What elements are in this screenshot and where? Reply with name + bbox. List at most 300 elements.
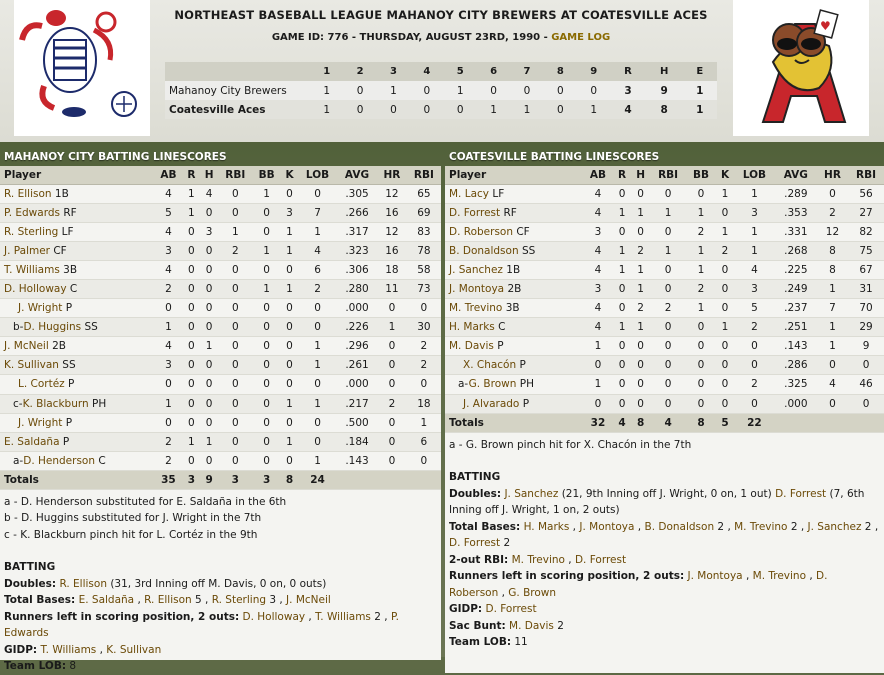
stat-cell: 3 [281,203,298,222]
player-position: P [62,435,70,448]
stat-cell: 0 [716,203,734,222]
stat-cell: 16 [377,203,407,222]
totals-cell: 24 [298,470,337,489]
linescore-cell: 1 [490,103,497,116]
batting-stat-label: GIDP: [449,603,483,616]
table-row [0,203,441,222]
stat-cell: 1 [716,318,734,337]
linescore-cell: 3 [624,84,632,97]
table-row [0,451,441,470]
stat-cell: 0 [583,394,613,413]
player-position: SS [521,244,536,257]
stat-cell: 4 [817,375,848,394]
away-col-header: H [200,166,218,184]
stat-cell: 0 [613,299,631,318]
stat-cell: 2 [686,222,716,241]
stat-cell: 1 [631,279,650,298]
batting-stat-text: , [498,586,509,599]
player-link[interactable]: T. Williams [4,263,60,276]
player-link[interactable]: M. Trevino [752,570,807,583]
totals-cell: 5 [716,413,734,432]
stat-cell: 18 [407,394,441,413]
stat-cell: 0 [407,299,441,318]
stat-cell: 1 [183,184,200,203]
stat-cell: 2 [377,394,407,413]
stat-cell: 0 [200,260,218,279]
player-link[interactable]: J. Sanchez [504,487,559,500]
stat-cell: 1 [252,184,281,203]
brewers-logo[interactable] [14,0,150,136]
substitution-note: a - G. Brown pinch hit for X. Chacón in the 7th [449,438,692,451]
batting-stat-text: , [564,553,575,566]
table-row [445,203,884,222]
player-link[interactable]: R. Ellison [4,187,52,200]
batting-stat-text: (7, 6th Inning off J. Wright, 1 on, 2 outs) [449,487,865,517]
player-position: RF [503,206,517,219]
batting-stat-text: 2 [500,537,511,550]
player-link[interactable]: G. Brown [508,586,557,599]
player-link[interactable]: J. Palmer [4,244,50,257]
stat-cell: 0 [377,375,407,394]
batting-stat-label: Sac Bunt: [449,619,506,632]
player-link[interactable]: B. Donaldson [644,520,715,533]
away-col-header: AVG [337,166,377,184]
linescore-team-name: Coatesville Aces [169,103,266,116]
stat-cell: .226 [337,318,377,337]
table-row [445,318,884,337]
game-subtitle [165,32,717,43]
linescore-cell: 1 [456,84,464,97]
linescore-cell: 8 [660,103,668,116]
stat-cell: 0 [252,413,281,432]
linescore-col-header: 2 [356,66,364,77]
batting-stat-text: , [569,520,580,533]
home-player-cell [445,241,583,260]
player-link[interactable]: X. Chacón [463,359,517,372]
player-link[interactable]: D. Forrest [449,206,501,219]
stat-cell: 12 [817,222,848,241]
player-position: P [497,340,504,353]
stat-cell: 0 [613,394,631,413]
stat-cell: 1 [252,241,281,260]
stat-cell: 0 [817,184,848,203]
player-link[interactable]: D. Huggins [23,321,82,334]
player-link[interactable]: H. Marks [523,520,570,533]
away-batting-table [0,166,441,490]
player-position: RF [63,206,77,219]
aces-logo[interactable] [733,0,869,136]
home-col-header: K [716,166,734,184]
totals-cell [377,470,407,489]
stat-cell: 46 [848,375,884,394]
player-link[interactable]: J. Alvarado [463,397,520,410]
batting-stat-text: 3 , [266,594,287,607]
stat-cell: 5 [734,299,775,318]
linescore-table [165,62,717,119]
stat-cell: 0 [734,356,775,375]
stat-cell: 0 [583,356,613,375]
player-link[interactable]: M. Trevino [511,553,565,566]
away-player-cell [0,375,154,394]
home-player-cell [445,318,583,337]
stat-cell: 0 [650,337,686,356]
stat-cell: 2 [734,375,775,394]
player-link[interactable]: R. Ellison [59,577,107,590]
batting-stat-line [4,576,437,593]
player-link[interactable]: M. Lacy [449,187,490,200]
stat-cell: 3 [200,222,218,241]
home-player-cell [445,375,583,394]
stat-cell: 6 [298,260,337,279]
player-link[interactable]: T. Williams [40,643,97,656]
stat-cell: .353 [775,203,817,222]
totals-cell: 3 [183,470,200,489]
stat-cell: 1 [734,222,775,241]
player-link[interactable]: P. Edwards [4,206,60,219]
player-link[interactable]: R. Ellison [144,594,192,607]
player-link[interactable]: D. Henderson [23,454,95,467]
stat-cell: 1 [613,260,631,279]
stat-cell: .000 [775,394,817,413]
table-row [0,299,441,318]
stat-cell: 1 [377,318,407,337]
stat-cell: 0 [281,299,298,318]
table-row [445,260,884,279]
stat-cell: 29 [848,318,884,337]
player-link[interactable]: M. Davis [509,619,554,632]
player-link[interactable]: J. Montoya [579,520,635,533]
stat-cell: 30 [407,318,441,337]
stat-cell: 0 [252,432,281,451]
home-col-header: HR [817,166,848,184]
stat-cell: 0 [407,375,441,394]
away-player-cell [0,279,154,298]
batting-stat-label: Team LOB: [4,660,67,673]
player-link[interactable]: K. Sullivan [106,643,162,656]
player-link[interactable]: D. Roberson [449,570,828,599]
linescore-cell: 1 [323,103,331,116]
away-player-cell [0,241,154,260]
totals-cell: 8 [281,470,298,489]
batting-stat-line [449,552,880,569]
stat-cell: 1 [686,203,716,222]
substitution-note: c - K. Blackburn pinch hit for L. Cortéz in the 9th [4,528,258,541]
stat-cell: 2 [650,299,686,318]
table-row [445,394,884,413]
stat-cell: 0 [613,222,631,241]
aces-logo-icon [733,0,869,136]
stat-cell: 0 [218,432,252,451]
batting-stat-line [449,486,880,519]
table-row [0,413,441,432]
stat-cell: 0 [200,241,218,260]
stat-cell: 0 [200,299,218,318]
stat-cell: 8 [817,241,848,260]
player-link[interactable]: J. Sanchez [807,520,862,533]
stat-cell: 0 [218,279,252,298]
stat-cell: 0 [817,356,848,375]
home-batting-table [445,166,884,433]
stat-cell: 1 [613,318,631,337]
stat-cell: 2 [631,241,650,260]
player-link[interactable]: J. Wright [18,416,63,429]
table-row [0,318,441,337]
player-link[interactable]: E. Saldaña [78,594,135,607]
player-link[interactable]: K. Sullivan [4,359,59,372]
stat-cell: 4 [154,222,183,241]
linescore-col-header: 1 [323,66,331,77]
stat-cell: 0 [686,356,716,375]
player-position: C [98,454,106,467]
away-col-header: RBI [218,166,252,184]
totals-label: Totals [445,413,583,432]
stat-cell: 0 [650,222,686,241]
substitution-note: a - D. Henderson substituted for E. Saldaña in the 6th [4,495,287,508]
stat-cell: 0 [848,394,884,413]
stat-cell: 0 [613,356,631,375]
stat-cell: .217 [337,394,377,413]
stat-cell: 1 [298,222,337,241]
player-link[interactable]: J. Montoya [449,283,505,296]
stat-cell: 0 [252,260,281,279]
stat-cell: 1 [613,241,631,260]
player-link[interactable]: B. Donaldson [449,244,519,257]
stat-cell: 3 [583,222,613,241]
stat-cell: 0 [716,299,734,318]
player-position: P [519,359,526,372]
stat-cell: .286 [775,356,817,375]
table-row [445,337,884,356]
stat-cell: 0 [218,451,252,470]
stat-cell: 0 [716,337,734,356]
batting-stat-text: 2 , [861,520,879,533]
batting-stat-line [449,519,880,552]
player-link[interactable]: R. Sterling [4,225,59,238]
player-link[interactable]: R. Sterling [211,594,267,607]
batting-stat-text: 8 [69,660,77,673]
linescore-cell: 0 [423,103,431,116]
player-link[interactable]: J. McNeil [4,340,49,353]
player-position: P [68,378,75,391]
player-link[interactable]: K. Blackburn [22,397,89,410]
player-position: 3B [505,302,520,315]
linescore-col-header: 9 [590,66,598,77]
stat-cell: 0 [613,375,631,394]
home-col-header: R [613,166,631,184]
stat-cell: .296 [337,337,377,356]
stat-cell: 0 [218,318,252,337]
stat-cell: .251 [775,318,817,337]
batting-stat-label: 2-out RBI: [449,553,509,566]
player-link[interactable]: P. Edwards [4,610,399,640]
player-position: 1B [54,187,69,200]
stat-cell: 1 [154,394,183,413]
totals-cell [817,413,848,432]
stat-cell: 4 [154,260,183,279]
stat-cell: 1 [631,203,650,222]
player-link[interactable]: D. Forrest [574,553,627,566]
stat-cell: 0 [154,413,183,432]
batting-stat-label: Total Bases: [4,594,76,607]
stat-cell: 0 [183,222,200,241]
stat-cell: 2 [631,299,650,318]
stat-cell: 0 [183,375,200,394]
player-position: 2B [52,340,66,353]
table-row [0,337,441,356]
stat-cell: 5 [154,203,183,222]
linescore-col-header: 5 [456,66,464,77]
stat-cell: 0 [183,260,200,279]
stat-cell: 0 [716,394,734,413]
stat-cell: 82 [848,222,884,241]
player-position: C [69,283,78,296]
player-link[interactable]: M. Davis [449,340,494,353]
stat-cell: 0 [650,394,686,413]
game-header [0,0,884,142]
table-row [445,222,884,241]
player-prefix: a- [458,378,469,391]
stat-cell: 2 [154,451,183,470]
away-notes [0,490,441,673]
totals-cell: 32 [583,413,613,432]
stat-cell: 1 [281,394,298,413]
batting-stat-text: 5 , [191,594,212,607]
player-link[interactable]: G. Brown [468,378,517,391]
player-link[interactable]: D. Holloway [4,283,67,296]
stat-cell: .000 [337,299,377,318]
stat-cell: .289 [775,184,817,203]
stat-cell: 4 [583,241,613,260]
away-player-cell [0,432,154,451]
stat-cell: 0 [734,394,775,413]
batting-stat-line [449,601,880,618]
home-player-cell [445,356,583,375]
player-link[interactable]: M. Trevino [449,302,503,315]
batting-stat-line [4,592,437,609]
away-player-cell [0,413,154,432]
stat-cell: 0 [734,337,775,356]
away-batting-section-title: BATTING [4,561,56,574]
stat-cell: 1 [298,356,337,375]
stat-cell: 1 [686,241,716,260]
home-col-header: LOB [734,166,775,184]
stat-cell: 12 [377,222,407,241]
batting-stat-text: 2 , [714,520,735,533]
stat-cell: 16 [377,241,407,260]
stat-cell: .500 [337,413,377,432]
home-col-header: AVG [775,166,817,184]
stat-cell: 58 [407,260,441,279]
away-batting-title: MAHANOY CITY BATTING LINESCORES [4,151,227,163]
player-link[interactable]: D. Forrest [775,487,827,500]
player-link[interactable]: J. Wright [18,302,63,315]
stat-cell: 0 [298,375,337,394]
player-link[interactable]: J. Sanchez [449,263,503,276]
stat-cell: 0 [377,299,407,318]
player-link[interactable]: D. Roberson [449,225,513,238]
stat-cell: 4 [154,337,183,356]
stat-cell: 1 [583,375,613,394]
home-notes [445,433,884,673]
stat-cell: 18 [377,260,407,279]
stat-cell: 0 [650,356,686,375]
player-link[interactable]: L. Cortéz [18,378,65,391]
linescore-team-name: Mahanoy City Brewers [169,84,287,97]
player-link[interactable]: T. Williams [315,610,371,623]
table-row [445,184,884,203]
away-player-cell [0,203,154,222]
stat-cell: 0 [613,279,631,298]
player-link[interactable]: M. Trevino [734,520,788,533]
stat-cell: 4 [583,260,613,279]
stat-cell: 0 [686,337,716,356]
away-col-header: BB [252,166,281,184]
table-row [0,375,441,394]
stat-cell: 0 [281,184,298,203]
stat-cell: 56 [848,184,884,203]
player-link[interactable]: J. Montoya [687,570,743,583]
away-col-header: Player [0,166,154,184]
stat-cell: 0 [183,299,200,318]
totals-cell: 22 [734,413,775,432]
stat-cell: .225 [775,260,817,279]
stat-cell: 4 [734,260,775,279]
player-link[interactable]: J. McNeil [286,594,331,607]
player-position: LF [61,225,74,238]
stat-cell: .306 [337,260,377,279]
player-position: C [498,321,506,334]
batting-stat-text: , [134,594,145,607]
stat-cell: .249 [775,279,817,298]
linescore-col-header: 7 [523,66,531,77]
player-link[interactable]: D. Holloway [242,610,306,623]
player-position: P [65,416,73,429]
linescore-cell: 1 [590,103,598,116]
stat-cell: 0 [183,337,200,356]
home-batting-title: COATESVILLE BATTING LINESCORES [449,151,660,163]
stat-cell: 7 [298,203,337,222]
stat-cell: .317 [337,222,377,241]
stat-cell: 1 [298,394,337,413]
batting-stat-label: Runners left in scoring position, 2 outs: [4,610,240,623]
substitution-note: b - D. Huggins substituted for J. Wright in the 7th [4,512,262,525]
home-col-header: RBI [848,166,884,184]
stat-cell: 4 [583,184,613,203]
player-link[interactable]: H. Marks [449,321,495,334]
stat-cell: 4 [583,203,613,222]
stat-cell: 1 [281,432,298,451]
stat-cell: 2 [218,241,252,260]
totals-cell: 4 [650,413,686,432]
player-link[interactable]: E. Saldaña [4,435,60,448]
stat-cell: 2 [686,279,716,298]
home-player-cell [445,299,583,318]
stat-cell: 0 [686,184,716,203]
batting-stat-line [449,568,880,601]
stat-cell: 0 [281,260,298,279]
player-link[interactable]: D. Forrest [485,603,537,616]
home-batting-panel [445,148,884,673]
stat-cell: .305 [337,184,377,203]
game-title-block [165,8,717,43]
game-log-link[interactable]: GAME LOG [551,32,611,43]
away-batting-header-row [0,166,441,184]
stat-cell: 1 [583,337,613,356]
stat-cell: 0 [200,356,218,375]
linescore-team-header [165,62,310,81]
player-link[interactable]: D. Forrest [449,537,501,550]
stat-cell: 2 [407,356,441,375]
